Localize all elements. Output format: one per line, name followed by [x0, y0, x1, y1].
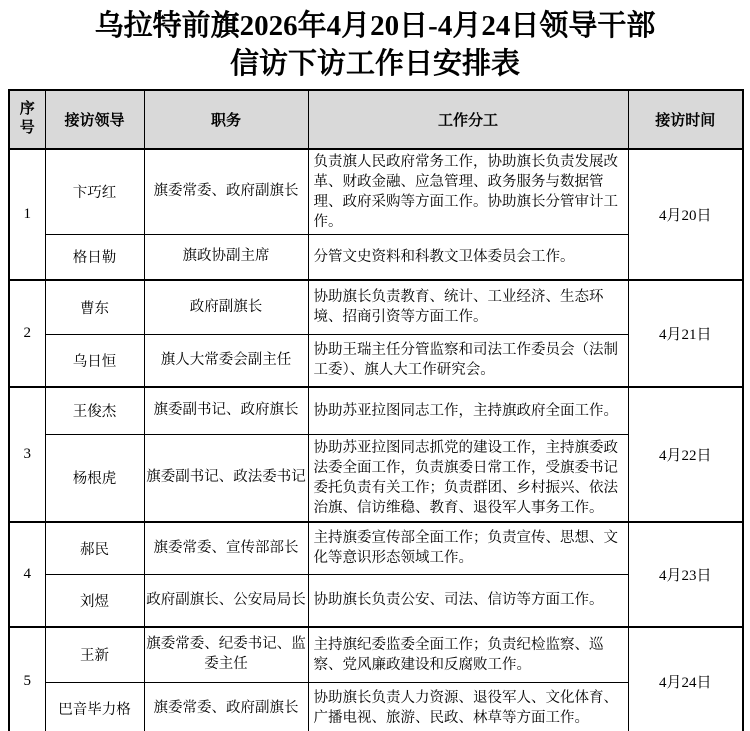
- header-seq: 序号: [9, 90, 45, 149]
- page-title: [0, 0, 750, 84]
- position-cell: 政府副旗长: [144, 280, 308, 334]
- header-position: 职务: [144, 90, 308, 149]
- table-row: [9, 149, 743, 235]
- position-cell: 政府副旗长、公安局局长: [144, 574, 308, 627]
- leader-name-cell: 刘煜: [45, 574, 144, 627]
- schedule-table: [8, 89, 744, 731]
- duty-cell: 协助王瑞主任分管监察和司法工作委员会（法制工委）、旗人大工作研究会。: [308, 334, 628, 387]
- leader-name-cell: 卞巧红: [45, 149, 144, 235]
- header-duty: 工作分工: [308, 90, 628, 149]
- duty-cell: 主持旗委宣传部全面工作；负责宣传、思想、文化等意识形态领域工作。: [308, 522, 628, 574]
- table-row: [9, 387, 743, 434]
- position-cell: 旗人大常委会副主任: [144, 334, 308, 387]
- position-cell: 旗委副书记、政府旗长: [144, 387, 308, 434]
- leader-name-cell: 郝民: [45, 522, 144, 574]
- position-cell: 旗政协副主席: [144, 234, 308, 280]
- position-cell: 旗委常委、纪委书记、监委主任: [144, 627, 308, 682]
- date-cell: 4月24日: [628, 627, 743, 731]
- header-date: 接访时间: [628, 90, 743, 149]
- leader-name-cell: 格日勒: [45, 234, 144, 280]
- date-cell: 4月23日: [628, 522, 743, 627]
- seq-cell: 3: [9, 387, 45, 522]
- header-leader: 接访领导: [45, 90, 144, 149]
- duty-cell: 协助旗长负责教育、统计、工业经济、生态环境、招商引资等方面工作。: [308, 280, 628, 334]
- seq-cell: 1: [9, 149, 45, 281]
- duty-cell: 协助旗长负责公安、司法、信访等方面工作。: [308, 574, 628, 627]
- seq-cell: 2: [9, 280, 45, 387]
- leader-name-cell: 杨根虎: [45, 434, 144, 522]
- table-row: [9, 627, 743, 682]
- duty-cell: 主持旗纪委监委全面工作；负责纪检监察、巡察、党风廉政建设和反腐败工作。: [308, 627, 628, 682]
- position-cell: 旗委常委、政府副旗长: [144, 149, 308, 235]
- table-row: [9, 280, 743, 334]
- duty-cell: 负责旗人民政府常务工作，协助旗长负责发展改革、财政金融、应急管理、政务服务与数据管理、政府采购等方面工作。协助旗长分管审计工作。: [308, 149, 628, 235]
- leader-name-cell: 王俊杰: [45, 387, 144, 434]
- duty-cell: 协助苏亚拉图同志抓党的建设工作，主持旗委政法委全面工作，负责旗委日常工作，受旗委书记委托负责有关工作；负责群团、乡村振兴、依法治旗、信访维稳、教育、退役军人事务工作。: [308, 434, 628, 522]
- date-cell: 4月21日: [628, 280, 743, 387]
- table-row: [9, 522, 743, 574]
- header-row: [9, 90, 743, 149]
- seq-cell: 5: [9, 627, 45, 731]
- leader-name-cell: 王新: [45, 627, 144, 682]
- page-title-line1: 乌拉特前旗2026年4月20日-4月24日领导干部: [94, 10, 656, 42]
- position-cell: 旗委常委、政府副旗长: [144, 682, 308, 731]
- page-title-line2: 信访下访工作日安排表: [229, 48, 520, 81]
- position-cell: 旗委副书记、政法委书记: [144, 434, 308, 522]
- date-cell: 4月22日: [628, 387, 743, 522]
- leader-name-cell: 曹东: [45, 280, 144, 334]
- duty-cell: 协助旗长负责人力资源、退役军人、文化体育、广播电视、旅游、民政、林草等方面工作。: [308, 682, 628, 731]
- seq-cell: 4: [9, 522, 45, 627]
- duty-cell: 协助苏亚拉图同志工作，主持旗政府全面工作。: [308, 387, 628, 434]
- duty-cell: 分管文史资料和科教文卫体委员会工作。: [308, 234, 628, 280]
- leader-name-cell: 巴音毕力格: [45, 682, 144, 731]
- date-cell: 4月20日: [628, 149, 743, 281]
- position-cell: 旗委常委、宣传部部长: [144, 522, 308, 574]
- leader-name-cell: 乌日恒: [45, 334, 144, 387]
